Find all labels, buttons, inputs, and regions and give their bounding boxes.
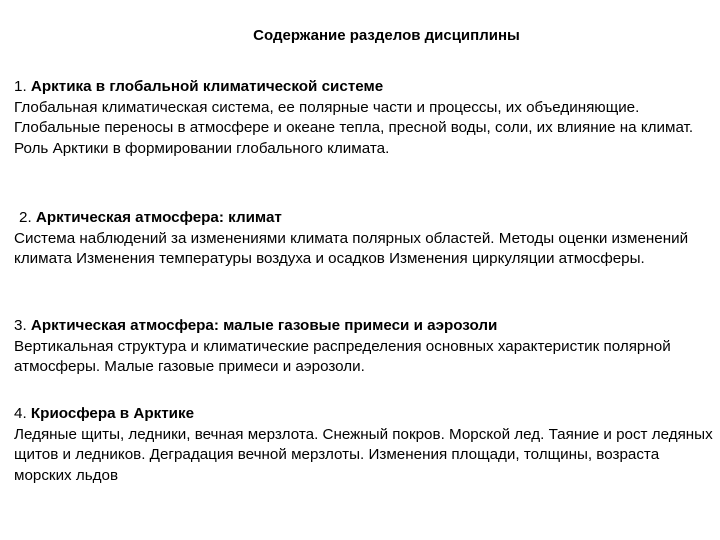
section-4-heading — [14, 404, 714, 425]
section-2-body: Система наблюдений за изменениями климата полярных областей. Методы оценки изменений климата Изменения температуры воздуха и осадков Изменения циркуляции атмосферы. — [14, 229, 689, 267]
section-3-heading-text: Арктическая атмосфера — [30, 317, 214, 334]
section-1-heading — [14, 77, 714, 98]
section-1-body: Глобальная климатическая система, ее полярные части и процессы, их объединяющие. Глобальные переносы в атмосфере и океане тепла, пресной воды, соли, их влияние на климат. Роль Арктики в формировании глобального климата. — [14, 98, 694, 157]
section-4-body: Ледяные щиты, ледники, вечная мерзлота. Снежный покров. Морской лед. Таяние и рост ледяных щитов и ледников. Деградация вечной мерзлоты. Изменения площади, толщины, возраста морских льдов — [14, 425, 713, 484]
section-1 — [14, 77, 714, 159]
section-2-heading-text: Арктическая атмосфера — [35, 209, 219, 226]
section-2-heading — [14, 208, 714, 229]
section-3-number: 3. — [14, 317, 27, 334]
section-3 — [14, 316, 714, 378]
section-3-heading-rest: : малые газовые примеси и аэрозоли — [213, 317, 498, 334]
section-4-heading-text: Криосфера в Арктике — [30, 405, 195, 422]
section-4-number: 4. — [14, 405, 27, 422]
section-1-number: 1. — [14, 78, 27, 95]
section-2-number: 2. — [19, 209, 32, 226]
section-2 — [14, 208, 714, 270]
section-4 — [14, 404, 714, 486]
section-1-heading-text: Арктика в глобальной климатической системе — [30, 78, 384, 95]
section-2-heading-rest: : климат — [218, 209, 282, 226]
section-3-body: Вертикальная структура и климатические распределения основных характеристик полярной атмосферы. Малые газовые примеси и аэрозоли. — [14, 337, 671, 375]
page-title: Содержание разделов дисциплины — [253, 27, 520, 44]
section-3-heading — [14, 316, 714, 337]
